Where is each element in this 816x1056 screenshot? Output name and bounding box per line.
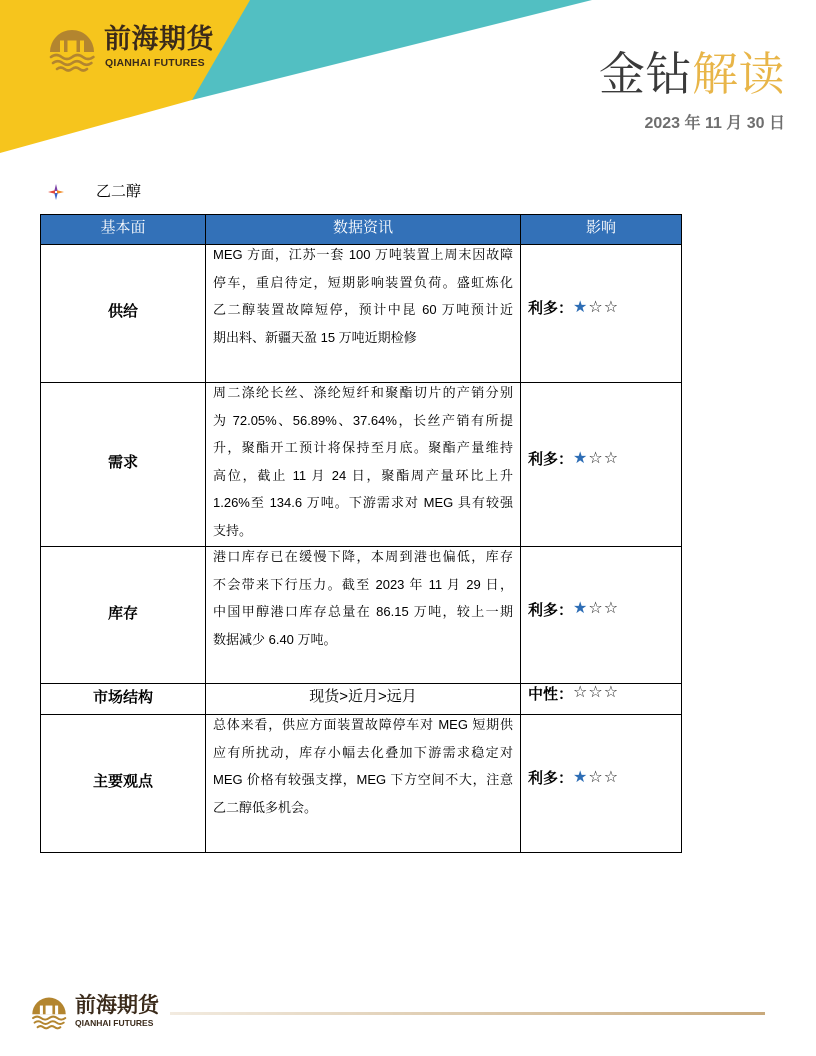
star-empty-icon: ☆: [588, 684, 603, 701]
impact-cell: [521, 383, 682, 547]
impact-cell: [521, 547, 682, 684]
star-filled-icon: ★: [573, 298, 588, 316]
footer-divider: [170, 1012, 765, 1015]
info-line: 高位，截止 11 月 24 日，聚酯周产量环比上升: [213, 467, 513, 483]
star-empty-icon: ☆: [603, 684, 619, 701]
rating-stars: [573, 299, 619, 317]
footer-brand-name-cn: 前海期货: [75, 993, 159, 1017]
info-line: 不会带来下行压力。截至 2023 年 11 月 29 日，: [213, 576, 513, 592]
header-label: 基本面: [100, 219, 146, 236]
info-cell: [206, 547, 521, 684]
info-cell: [206, 715, 521, 853]
factor-label: 市场结构: [92, 688, 153, 706]
impact-cell: [521, 245, 682, 383]
star-filled-icon: ★: [573, 449, 588, 467]
info-line: 为 72.05%、56.89%、37.64%，长丝产销有所提: [213, 412, 513, 428]
factor-cell: [41, 245, 206, 383]
star-empty-icon: ☆: [588, 449, 603, 467]
info-cell: [206, 245, 521, 383]
info-text: [213, 241, 513, 351]
star-empty-icon: ☆: [603, 768, 619, 786]
info-line: 支持。: [213, 522, 253, 538]
info-line: 数据减少 6.40 万吨。: [213, 631, 337, 647]
header-label: 数据资讯: [332, 219, 393, 236]
info-line: 港口库存已在缓慢下降，本周到港也偏低，库存: [213, 549, 513, 564]
impact-label: 中性：: [528, 685, 574, 703]
star-empty-icon: ☆: [588, 298, 603, 316]
info-line: 中国甲醇港口库存总量在 86.15 万吨，较上一期: [213, 604, 513, 620]
star-empty-icon: ☆: [603, 449, 619, 467]
info-line: 总体来看，供应方面装置故障停车对 MEG 短期供: [213, 717, 513, 732]
brand-name-en: QIANHAI FUTURES: [105, 57, 205, 69]
info-text: [213, 711, 513, 821]
impact-label: 利多：: [528, 601, 574, 619]
rating-stars: [573, 769, 619, 787]
star-empty-icon: ☆: [603, 298, 619, 316]
info-line: 升，聚酯开工预计将保持至月底。聚酯产量维持: [213, 440, 513, 456]
footer-brand-name-en: QIANHAI FUTURES: [75, 1018, 154, 1028]
impact-label: 利多：: [528, 300, 574, 317]
star-empty-icon: ☆: [588, 600, 603, 617]
info-line: 期出料、新疆天盈 15 万吨近期检修: [213, 329, 417, 345]
star-empty-icon: ☆: [588, 768, 603, 786]
star-filled-icon: ★: [573, 600, 588, 617]
info-line: 现货>近月>远月: [309, 687, 417, 705]
factor-label: 主要观点: [92, 773, 153, 790]
info-line: 应有所扰动，库存小幅去化叠加下游需求稳定对: [213, 744, 513, 760]
factor-cell: [41, 547, 206, 684]
info-line: 乙二醇装置故障短停，预计中昆 60 万吨预计近: [213, 302, 513, 318]
section-title: 乙二醇: [96, 183, 142, 200]
info-line: MEG 方面，江苏一套 100 万吨装置上周末因故障: [213, 247, 513, 262]
impact-label: 利多：: [528, 770, 574, 787]
table-header-factor: [41, 215, 206, 245]
star-filled-icon: ★: [573, 768, 588, 786]
info-text: [213, 379, 513, 545]
info-line: MEG 价格有较强支撑，MEG 下方空间不大，注意: [213, 772, 513, 788]
rating-stars: [573, 684, 619, 702]
qianhai-logo-icon: [30, 993, 68, 1031]
header-label: 影响: [585, 219, 616, 236]
report-title: [599, 47, 785, 101]
factor-cell: [41, 715, 206, 853]
rating-stars: [573, 450, 619, 468]
star-empty-icon: ☆: [603, 600, 619, 617]
impact-label: 利多：: [528, 451, 574, 468]
impact-cell: [521, 684, 682, 715]
info-line: 1.26%至 134.6 万吨。下游需求对 MEG 具有较强: [213, 495, 513, 511]
factor-label: 需求: [107, 454, 138, 471]
qianhai-logo-icon: [47, 25, 97, 73]
table-header-impact: [521, 215, 682, 245]
info-text: [213, 543, 513, 653]
report-title-main: 金钻: [599, 48, 692, 100]
info-line: 停车，重启待定，短期影响装置负荷。盛虹炼化: [213, 274, 513, 290]
info-line: 乙二醇低多机会。: [213, 799, 318, 815]
factor-label: 库存: [107, 604, 138, 622]
info-cell: [206, 383, 521, 547]
info-line: 周二涤纶长丝、涤纶短纤和聚酯切片的产销分别: [213, 385, 513, 400]
rating-stars: [573, 600, 619, 618]
report-title-accent: 解读: [692, 48, 785, 100]
impact-cell: [521, 715, 682, 853]
star-empty-icon: ☆: [573, 684, 588, 701]
factor-cell: [41, 383, 206, 547]
factor-cell: [41, 684, 206, 715]
fundamentals-table: [40, 214, 682, 853]
section-bullet-icon: [48, 184, 64, 200]
brand-name-cn: 前海期货: [104, 24, 214, 54]
report-date: 2023 年 11 月 30 日: [644, 115, 785, 132]
factor-label: 供给: [107, 303, 138, 320]
banner-teal-shape: [180, 0, 592, 100]
